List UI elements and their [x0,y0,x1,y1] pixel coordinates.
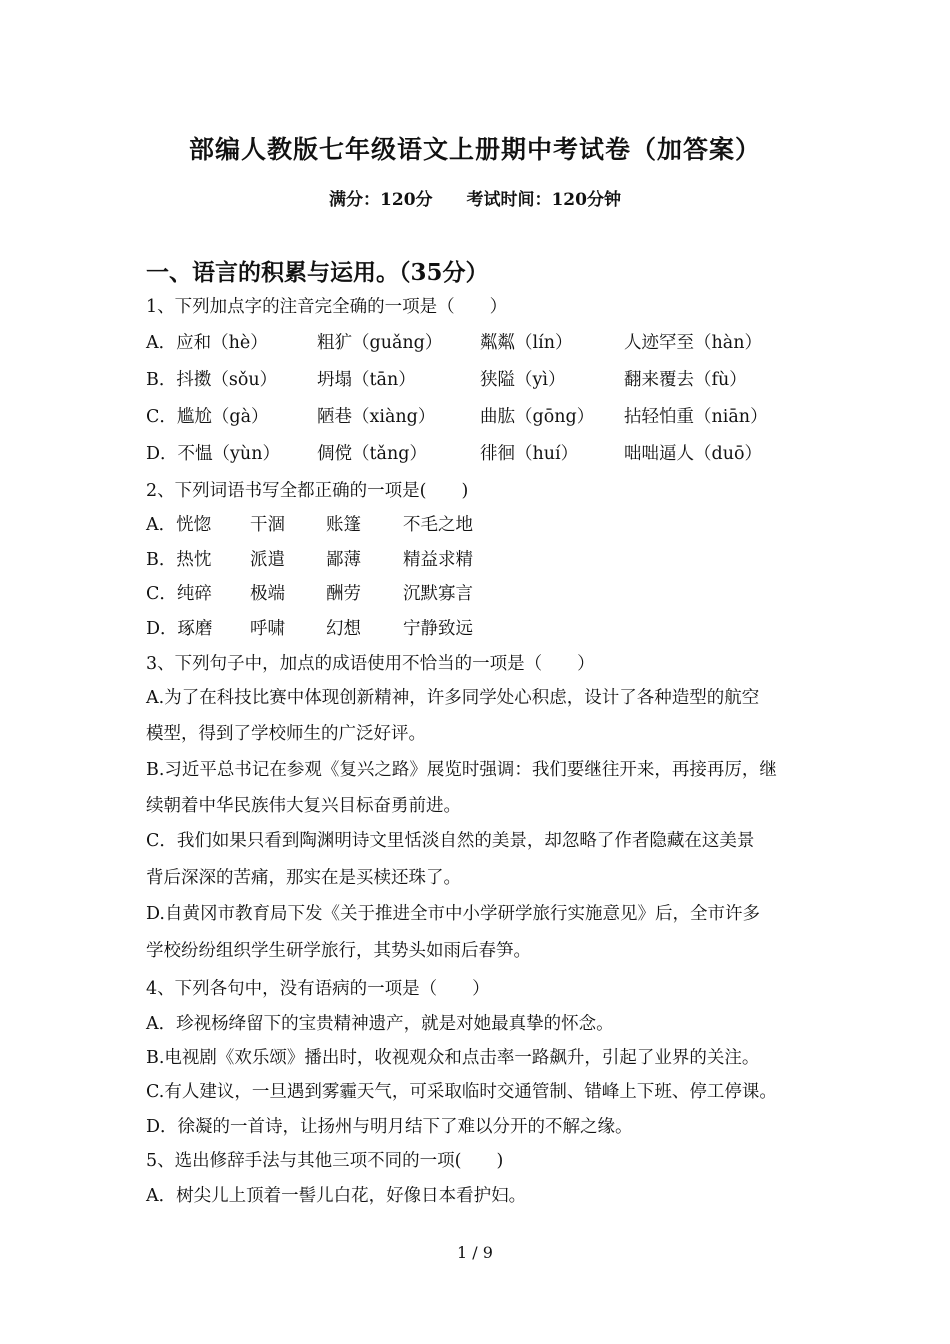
question-stem: 1、下列加点字的注音完全确的一项是（ ） [146,297,508,317]
q3-option-line: B.习近平总书记在参观《复兴之路》展览时强调：我们要继往开来，再接再厉，继 [146,760,777,780]
question-stem: 5、选出修辞手法与其他三项不同的一项( ) [146,1151,504,1171]
question-stem: 2、下列词语书写全都正确的一项是( ) [146,481,469,501]
q2-option-cell: 酬劳 [326,584,361,604]
exam-info [0,185,950,210]
q1-option-cell: C．尴尬（gà） [146,407,269,427]
q2-option-cell: C．纯碎 [146,584,212,604]
q4-option-line: A．珍视杨绛留下的宝贵精神遗产，就是对她最真挚的怀念。 [146,1014,614,1034]
page-title: 部编人教版七年级语文上册期中考试卷（加答案） [188,135,761,164]
q4-option-line: B.电视剧《欢乐颂》播出时，收视观众和点击率一路飙升，引起了业界的关注。 [146,1048,760,1068]
q1-option-cell: 翻来覆去（fù） [624,370,747,390]
q3-option-line: 学校纷纷组织学生研学旅行，其势头如雨后春笋。 [146,941,531,961]
q3-option-line: 背后深深的苦痛，那实在是买椟还珠了。 [146,868,461,888]
q3-option-line: 模型，得到了学校师生的广泛好评。 [146,724,426,744]
q2-option-cell: 呼啸 [250,619,285,639]
q3-option-line: D.自黄冈市教育局下发《关于推进全市中小学研学旅行实施意见》后，全市许多 [146,904,760,924]
section-heading: 一、语言的积累与运用。（35分） [146,259,489,286]
q1-option-cell: 粗犷（guǎng） [317,333,443,353]
q1-option-cell: 倜傥（tǎng） [317,444,427,464]
q4-option-line: C.有人建议，一旦遇到雾霾天气，可采取临时交通管制、错峰上下班、停工停课。 [146,1082,777,1102]
q3-option-line: C．我们如果只看到陶渊明诗文里恬淡自然的美景，却忽略了作者隐藏在这美景 [146,831,755,851]
q1-option-cell: 坍塌（tān） [317,370,416,390]
full-score: 满分：120分 [329,190,433,210]
q1-option-cell: 曲肱（gōng） [480,407,595,427]
q1-option-cell: 徘徊（huí） [480,444,579,464]
q1-option-cell: 拈轻怕重（niān） [624,407,768,427]
q2-option-cell: B．热忱 [146,550,212,570]
q2-option-cell: 幻想 [326,619,361,639]
question-stem: 4、下列各句中，没有语病的一项是（ ） [146,979,490,999]
q1-option-cell: B．抖擞（sǒu） [146,370,278,390]
q2-option-cell: D．琢磨 [146,619,213,639]
q1-option-cell: 粼粼（lín） [480,333,573,353]
q2-option-cell: 账篷 [326,515,361,535]
q2-option-cell: 不毛之地 [403,515,473,535]
q2-option-cell: 精益求精 [403,550,473,570]
q3-option-line: 续朝着中华民族伟大复兴目标奋勇前进。 [146,796,461,816]
q1-option-cell: 人迹罕至（hàn） [624,333,762,353]
page-number: 1 / 9 [457,1243,493,1262]
q2-option-cell: A．恍惚 [146,515,212,535]
q2-option-cell: 沉默寡言 [403,584,473,604]
q1-option-cell: A．应和（hè） [146,333,268,353]
q4-option-line: D．徐凝的一首诗，让扬州与明月结下了难以分开的不解之缘。 [146,1117,633,1137]
q1-option-cell: 狭隘（yì） [480,370,566,390]
q1-option-cell: D．不愠（yùn） [146,444,280,464]
q1-option-cell: 咄咄逼人（duō） [624,444,763,464]
q1-option-cell: 陋巷（xiàng） [317,407,436,427]
exam-time: 考试时间：120分钟 [466,190,621,210]
q2-option-cell: 干涸 [250,515,285,535]
q5-option-line: A．树尖儿上顶着一髻儿白花，好像日本看护妇。 [146,1186,527,1206]
question-stem: 3、下列句子中，加点的成语使用不恰当的一项是（ ） [146,654,595,674]
q2-option-cell: 宁静致远 [403,619,473,639]
q2-option-cell: 极端 [250,584,285,604]
q2-option-cell: 派遣 [250,550,285,570]
q3-option-line: A.为了在科技比赛中体现创新精神，许多同学处心积虑，设计了各种造型的航空 [146,688,760,708]
q2-option-cell: 鄙薄 [326,550,361,570]
